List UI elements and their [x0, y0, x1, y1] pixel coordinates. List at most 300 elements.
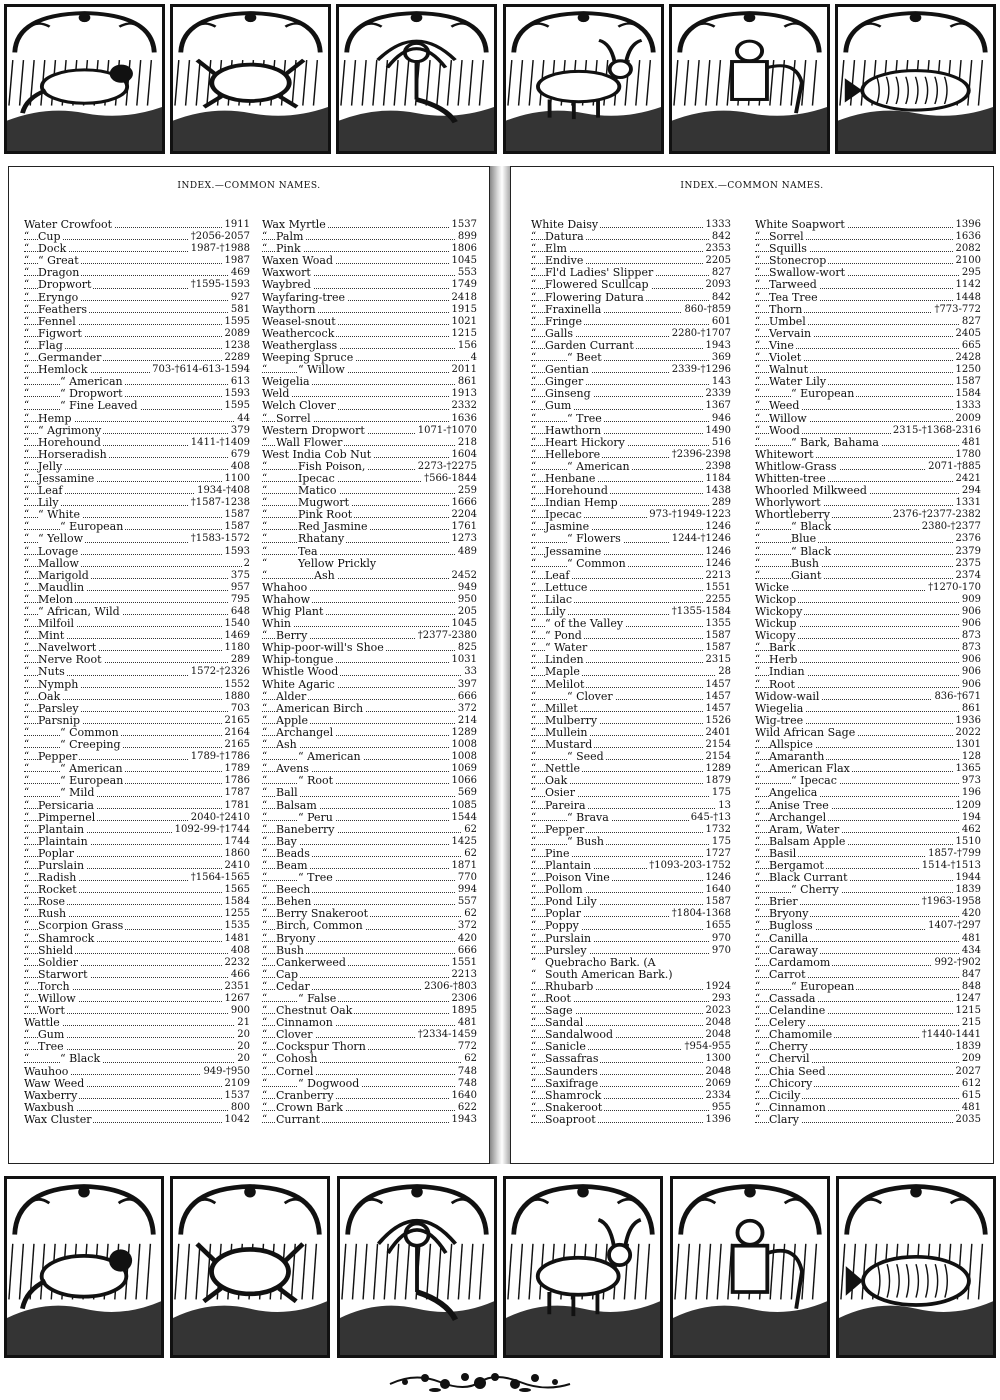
entry-page-ref: 1781: [224, 799, 250, 811]
index-entry: [755, 679, 981, 691]
dot-leader: [262, 542, 477, 543]
entry-name: Lovage: [38, 544, 79, 558]
entry-name: Birch, Common: [276, 919, 363, 933]
entry-name: “ Root: [298, 774, 334, 788]
index-entry: [531, 570, 731, 582]
ditto-mark: “: [531, 859, 537, 871]
entry-name: Wickup: [755, 617, 797, 631]
index-entry: [24, 425, 250, 437]
ditto-mark: “: [755, 847, 761, 859]
entry-name: Brier: [769, 895, 798, 909]
entry-page-ref: 214: [457, 714, 477, 726]
entry-page-ref: 434: [961, 944, 981, 956]
dot-leader: [262, 1001, 477, 1002]
index-entry: [755, 1066, 981, 1078]
entry-name: “ American: [60, 762, 123, 776]
index-entry: [262, 812, 477, 824]
entry-page-ref: 2048: [705, 1029, 731, 1041]
entry-name: Chicory: [769, 1076, 813, 1090]
entry-page-ref: 420: [961, 908, 981, 920]
ditto-mark: “: [24, 847, 30, 859]
entry-name: Endive: [545, 254, 584, 268]
entry-name: Lettuce: [545, 580, 588, 594]
entry-page-ref: 481: [961, 932, 981, 944]
entry-page-ref: 1250: [955, 364, 981, 376]
entry-name: Red Jasmine: [298, 520, 368, 534]
dot-leader: [24, 796, 250, 797]
index-entry: [755, 376, 981, 388]
entry-name: Rose: [38, 895, 66, 909]
dot-leader: [24, 384, 250, 385]
entry-name: Angelica: [769, 786, 818, 800]
entry-name: Allspice: [769, 738, 813, 752]
entry-name: “ Peru: [298, 810, 333, 824]
index-entry: [262, 860, 477, 872]
index-entry: [262, 425, 477, 437]
entry-page-ref: 557: [457, 896, 477, 908]
entry-page-ref: 481: [457, 1017, 477, 1029]
entry-name: Lily: [38, 496, 59, 510]
ditto-mark: “: [755, 642, 761, 654]
entry-name: Feathers: [38, 302, 88, 316]
index-entry: [531, 679, 731, 691]
entry-name: Tree: [38, 1040, 64, 1054]
entry-page-ref: 1780: [955, 448, 981, 460]
entry-page-ref: 2306: [451, 993, 477, 1004]
index-entry: [531, 1053, 731, 1065]
entry-page-ref: 1331: [955, 497, 981, 509]
ditto-mark: “: [262, 847, 268, 859]
zodiac-top-woodcut-icon: [4, 4, 165, 154]
ditto-mark: “: [531, 339, 537, 351]
ditto-mark: “: [262, 630, 268, 642]
index-entry: [24, 546, 250, 558]
zodiac-bottom-woodcut-icon: [503, 1176, 663, 1358]
index-entry: [262, 739, 477, 751]
ditto-mark: “: [531, 545, 537, 557]
entry-page-ref: 1880: [224, 690, 250, 702]
index-column: [262, 219, 477, 1126]
entry-page-ref: 1587: [224, 509, 250, 521]
index-entry: [24, 679, 250, 691]
dot-leader: [755, 566, 981, 567]
ditto-mark: “: [262, 993, 268, 1004]
entry-name: Wort: [38, 1004, 65, 1018]
entry-page-ref: 2022: [955, 726, 981, 738]
index-entry: [755, 413, 981, 425]
entry-name: Weigelia: [262, 375, 310, 389]
entry-name: Wickop: [755, 592, 797, 606]
entry-page-ref: 481: [961, 1101, 981, 1113]
entry-name: Maple: [545, 665, 580, 679]
entry-name: Willow: [769, 411, 807, 425]
entry-name: Nuts: [38, 665, 65, 679]
entry-page-ref: †1583-1572: [190, 533, 250, 545]
entry-name: Wattle: [24, 1016, 60, 1030]
ditto-mark: “: [531, 1065, 537, 1077]
ditto-mark: “: [531, 1077, 537, 1089]
entry-page-ref: 946: [711, 412, 731, 424]
entry-name: Thorn: [769, 302, 803, 316]
index-entry: [755, 1053, 981, 1065]
ditto-mark: “: [531, 690, 537, 702]
index-entry: [755, 570, 981, 582]
entry-page-ref: 748: [457, 1077, 477, 1089]
ditto-mark: “: [531, 847, 537, 859]
entry-name: Bugloss: [769, 919, 813, 933]
entry-page-ref: †2056-2057: [190, 231, 250, 243]
entry-page-ref: 581: [230, 303, 250, 315]
entry-name: Waxen Woad: [262, 254, 333, 268]
entry-page-ref: 2011: [451, 364, 477, 376]
entry-page-ref: 1367: [705, 400, 731, 412]
entry-page-ref: 899: [457, 231, 477, 243]
entry-name: White Agaric: [262, 677, 335, 691]
entry-name: Wiegelia: [755, 701, 804, 715]
index-entry: [262, 1053, 477, 1065]
dot-leader: [262, 578, 477, 579]
entry-name: Basil: [769, 846, 797, 860]
ditto-mark: “: [24, 291, 30, 303]
entry-page-ref: 1587: [705, 642, 731, 654]
index-entry: [24, 800, 250, 812]
entry-page-ref: 973: [961, 775, 981, 787]
entry-page-ref: 2165: [224, 714, 250, 726]
index-entry: [531, 521, 731, 533]
ditto-mark: “: [24, 279, 30, 291]
entry-name: Indian Hemp: [545, 496, 618, 510]
entry-page-ref: 1572-†2326: [190, 666, 250, 678]
ditto-mark: “: [24, 775, 30, 787]
entry-name: Root: [769, 677, 795, 691]
entry-name: Horehound: [545, 484, 608, 498]
entry-page-ref: †2396-2398: [671, 448, 731, 460]
entry-page-ref: 1944: [955, 872, 981, 884]
ditto-mark: “: [262, 896, 268, 908]
index-entry: [755, 763, 981, 775]
ditto-mark: “: [531, 1089, 537, 1101]
entry-page-ref: 800: [230, 1101, 250, 1113]
entry-page-ref: 2154: [705, 739, 731, 751]
entry-page-ref: 2069: [705, 1077, 731, 1089]
ditto-mark: “: [755, 339, 761, 351]
dot-leader: [531, 360, 731, 361]
entry-name: Whahoo: [262, 580, 308, 594]
entry-name: Alder: [276, 689, 307, 703]
entry-name: Cassada: [769, 992, 816, 1005]
entry-page-ref: 21: [237, 1017, 250, 1029]
index-entry: [755, 872, 981, 884]
ditto-mark: “: [531, 472, 537, 484]
ditto-mark: “: [531, 509, 537, 521]
entry-page-ref: 666: [457, 944, 477, 956]
ditto-mark: “: [24, 835, 30, 847]
entry-name: Cankerweed: [276, 955, 346, 969]
index-entry: [755, 400, 981, 412]
index-entry: [755, 787, 981, 799]
ditto-mark: “: [24, 497, 30, 509]
ditto-mark: “: [531, 231, 537, 243]
entry-page-ref: 2306-†803: [424, 980, 477, 992]
entry-page-ref: 1857-†799: [928, 847, 981, 859]
entry-name: Mint: [38, 629, 65, 643]
entry-name: Wicopy: [755, 629, 796, 643]
ditto-mark: “: [24, 472, 30, 484]
entry-name: Canilla: [769, 931, 809, 945]
index-entry: [531, 425, 731, 437]
entry-page-ref: 703-†614-613-1594: [152, 364, 250, 376]
index-entry: [262, 1114, 477, 1126]
entry-page-ref: 293: [711, 993, 731, 1004]
entry-page-ref: 2353: [705, 243, 731, 255]
entry-name: Mustard: [545, 738, 593, 752]
index-entry: [262, 945, 477, 957]
index-entry: [24, 304, 250, 316]
entry-page-ref: 2213: [705, 569, 731, 581]
ditto-mark: “: [262, 1065, 268, 1077]
entry-page-ref: 1396: [955, 219, 981, 230]
entry-name: Balsam: [276, 798, 317, 812]
index-entry: [755, 691, 981, 703]
index-column: [531, 219, 731, 1126]
entry-page-ref: 1911: [224, 219, 250, 230]
entry-page-ref: 772: [457, 1041, 477, 1053]
entry-name: Aram, Water: [769, 822, 840, 836]
ditto-mark: “: [24, 231, 30, 243]
ditto-mark: “: [24, 944, 30, 956]
entry-name: Horseradish: [38, 447, 107, 461]
entry-page-ref: 1551: [705, 581, 731, 593]
entry-name: Waythorn: [262, 302, 316, 316]
entry-page-ref: †1093-203-1752: [649, 859, 731, 871]
entry-name: Ipecac: [545, 508, 582, 522]
entry-name: Cranberry: [276, 1088, 334, 1102]
ditto-mark: “: [24, 799, 30, 811]
entry-page-ref: 949: [457, 581, 477, 593]
entry-page-ref: 2280-†1707: [671, 327, 731, 339]
entry-page-ref: 1355: [705, 618, 731, 630]
index-entry: [755, 969, 981, 981]
ditto-mark: “: [262, 739, 268, 751]
entry-page-ref: 259: [457, 485, 477, 497]
entry-name: “ Black: [791, 520, 832, 534]
entry-name: Oak: [38, 689, 61, 703]
entry-page-ref: 2428: [955, 352, 981, 364]
index-entry: [24, 1066, 250, 1078]
entry-name: Flowered Scullcap: [545, 278, 649, 292]
entry-name: Shamrock: [38, 931, 95, 945]
entry-page-ref: 466: [230, 968, 250, 980]
entry-page-ref: 612: [961, 1077, 981, 1089]
ditto-mark: “: [755, 545, 761, 557]
entry-name: Celandine: [769, 1004, 826, 1018]
entry-page-ref: 770: [457, 872, 477, 884]
entry-name: Whin: [262, 617, 291, 631]
dot-leader: [262, 1086, 477, 1087]
dot-leader: [531, 421, 731, 422]
entry-page-ref: 62: [464, 847, 477, 859]
dot-leader: [24, 396, 250, 397]
index-entry: [24, 920, 250, 932]
entry-page-ref: 20: [237, 1041, 250, 1053]
ditto-mark: “: [262, 859, 268, 871]
zodiac-top-woodcut-icon: [835, 4, 996, 154]
ditto-mark: “: [755, 751, 761, 763]
ditto-mark: “: [531, 726, 537, 738]
entry-page-ref: 1806: [451, 243, 477, 255]
ditto-mark: “: [262, 726, 268, 738]
index-entry: [262, 437, 477, 449]
entry-page-ref: 379: [230, 424, 250, 436]
ditto-mark: “: [531, 666, 537, 678]
entry-name: Fennel: [38, 314, 76, 328]
ditto-mark: “: [531, 352, 537, 364]
entry-name: Starwort: [38, 967, 88, 981]
entry-name: Cherry: [769, 1040, 808, 1054]
index-entry: [262, 546, 477, 558]
entry-name: Cohosh: [276, 1052, 318, 1066]
index-entry: [531, 1066, 731, 1078]
entry-name: “ European: [791, 979, 855, 993]
ditto-mark: “: [531, 884, 537, 896]
entry-page-ref: 1333: [705, 219, 731, 230]
entry-name: “ Yellow: [38, 532, 84, 546]
entry-name: “ Water: [545, 641, 588, 655]
entry-name: Ash: [314, 568, 335, 582]
entry-page-ref: 1640: [451, 1089, 477, 1101]
ditto-mark: “: [24, 980, 30, 992]
entry-page-ref: 215: [961, 1017, 981, 1029]
index-entry: [755, 558, 981, 570]
entry-name: Melilot: [545, 677, 585, 691]
entry-page-ref: 1593: [224, 388, 250, 400]
entry-page-ref: 1761: [451, 521, 477, 533]
ditto-mark: “: [531, 497, 537, 509]
entry-name: “ Cherry: [791, 883, 839, 897]
index-column: [24, 219, 250, 1126]
entry-name: Giant: [791, 568, 822, 582]
entry-page-ref: 4: [470, 352, 477, 364]
entry-page-ref: 553: [457, 267, 477, 279]
entry-page-ref: 1184: [705, 472, 731, 484]
entry-page-ref: 1289: [451, 726, 477, 738]
entry-page-ref: 825: [457, 642, 477, 654]
entry-name: Tea: [298, 544, 318, 558]
entry-page-ref: 2289: [224, 352, 250, 364]
entry-name: “ Pond: [545, 629, 582, 643]
ditto-mark: “: [755, 956, 761, 968]
ditto-mark: “: [755, 678, 761, 690]
ditto-mark: “: [755, 352, 761, 364]
entry-name: Waybred: [262, 278, 311, 292]
entry-page-ref: †954-955: [684, 1041, 731, 1053]
entry-page-ref: 2: [243, 557, 250, 569]
entry-page-ref: 1727: [705, 847, 731, 859]
ditto-mark: “: [755, 787, 761, 799]
entry-page-ref: 1604: [451, 448, 477, 460]
index-entry: [262, 691, 477, 703]
ditto-mark: “: [755, 896, 761, 908]
entry-page-ref: 645-†13: [690, 811, 731, 823]
ditto-mark: “: [755, 364, 761, 376]
index-entry: [755, 279, 981, 291]
entry-page-ref: 1244-†1246: [671, 533, 731, 545]
entry-name: Berry: [276, 629, 308, 643]
entry-page-ref: 2452: [451, 569, 477, 581]
entry-page-ref: 748: [457, 1065, 477, 1077]
entry-page-ref: †1595-1593: [190, 279, 250, 291]
entry-name: Sandalwood: [545, 1028, 613, 1042]
entry-page-ref: 1787: [224, 787, 250, 799]
entry-page-ref: 1839: [955, 1041, 981, 1053]
ditto-mark: “: [24, 618, 30, 630]
entry-name: Avens: [276, 762, 309, 776]
index-entry: [755, 812, 981, 824]
entry-name: Water Lily: [769, 375, 827, 389]
entry-page-ref: 2023: [705, 1005, 731, 1017]
entry-name: Balsam Apple: [769, 834, 846, 848]
entry-name: Quebracho Bark. (A: [545, 955, 656, 969]
entry-page-ref: 175: [711, 835, 731, 847]
entry-name: Sandal: [545, 1016, 584, 1030]
entry-name: Hemlock: [38, 363, 88, 377]
entry-name: Willow: [38, 992, 76, 1005]
entry-name: Dock: [38, 242, 67, 256]
index-page-left: [8, 166, 490, 1164]
entry-page-ref: 2334: [705, 1089, 731, 1101]
index-entry: [531, 533, 731, 545]
index-entry: [262, 920, 477, 932]
entry-page-ref: 2380-†2377: [921, 521, 981, 533]
entry-name: Cinnamon: [276, 1016, 333, 1030]
ditto-mark: “: [531, 678, 537, 690]
entry-name: Welch Clover: [262, 399, 336, 413]
entry-name: Beech: [276, 883, 311, 897]
entry-name: Hawthorn: [545, 423, 602, 437]
entry-page-ref: 1246: [705, 521, 731, 533]
entry-page-ref: 62: [464, 1053, 477, 1065]
entry-page-ref: 194: [961, 811, 981, 823]
entry-name: Marigold: [38, 568, 89, 582]
entry-page-ref: 1943: [451, 1113, 477, 1125]
entry-name: Stonecrop: [769, 254, 827, 268]
ditto-mark: “: [262, 702, 268, 714]
ditto-mark: “: [24, 593, 30, 605]
ditto-mark: “: [531, 642, 537, 654]
entry-name: “ Black: [60, 1052, 101, 1066]
entry-page-ref: 516: [711, 436, 731, 448]
index-entry: [24, 437, 250, 449]
ditto-mark: “: [755, 255, 761, 267]
entry-name: Mallow: [38, 556, 79, 570]
ditto-mark: “: [755, 884, 761, 896]
ditto-mark: “: [755, 872, 761, 884]
entry-page-ref: 2410: [224, 859, 250, 871]
ditto-mark: “: [755, 835, 761, 847]
entry-name: Cedar: [276, 979, 310, 993]
entry-name: Cornel: [276, 1064, 314, 1078]
index-entry: [24, 763, 250, 775]
entry-name: “ Black: [791, 544, 832, 558]
ditto-mark: “: [262, 835, 268, 847]
ditto-mark: “: [24, 388, 30, 400]
entry-name: Squills: [769, 242, 807, 256]
entry-page-ref: 2332: [451, 400, 477, 412]
ditto-mark: “: [24, 642, 30, 654]
dot-leader: [262, 517, 477, 518]
entry-name: Plantain: [38, 822, 85, 836]
ditto-mark: “: [24, 763, 30, 775]
